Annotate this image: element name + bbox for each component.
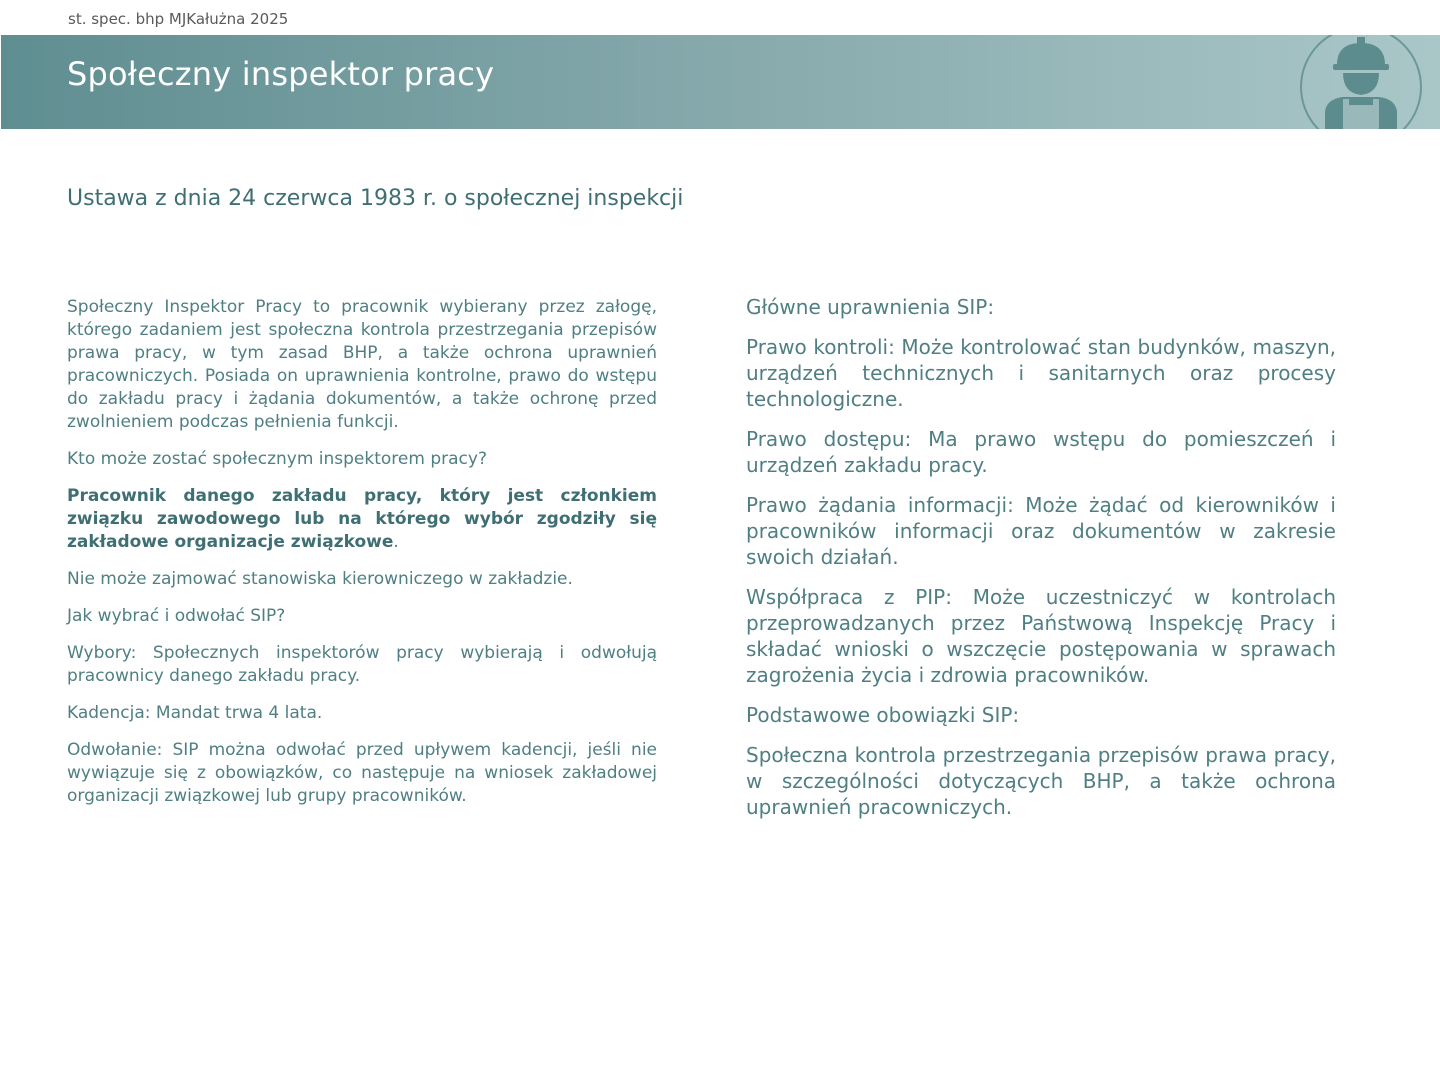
rights-heading: Główne uprawnienia SIP: bbox=[746, 295, 995, 319]
who-answer bbox=[67, 485, 657, 554]
duties-paragraph: Społeczna kontrola przestrzegania przepisów prawa pracy, w szczególności dotyczących BHP, a także ochrona uprawnień pracowniczych. bbox=[746, 743, 1336, 819]
access-right: Prawo dostępu: Ma prawo wstępu do pomieszczeń i urządzeń zakładu pracy. bbox=[746, 427, 1336, 477]
term-paragraph: Kadencja: Mandat trwa 4 lata. bbox=[67, 703, 323, 723]
restriction-paragraph: Nie może zajmować stanowiska kierowniczego w zakładzie. bbox=[67, 569, 573, 589]
control-right: Prawo kontroli: Może kontrolować stan budynków, maszyn, urządzeń technicznych i sanitarnych oraz procesy technologiczne. bbox=[746, 335, 1336, 411]
who-answer-end: . bbox=[393, 532, 399, 552]
header-banner bbox=[1, 35, 1440, 129]
cooperation-right: Współpraca z PIP: Może uczestniczyć w kontrolach przeprowadzanych przez Państwową Inspekcję Pracy i składać wnioski o wszczęcie postępowania w sprawach zagrożenia życia i zdrowia pracowników. bbox=[746, 585, 1336, 687]
who-question: Kto może zostać społecznym inspektorem pracy? bbox=[67, 449, 487, 469]
right-column bbox=[746, 294, 1336, 834]
information-right: Prawo żądania informacji: Może żądać od kierowników i pracowników informacji oraz dokumentów w zakresie swoich działań. bbox=[746, 493, 1336, 569]
footer-credit: st. spec. bhp MJKałużna 2025 bbox=[68, 10, 289, 28]
dismissal-paragraph: Odwołanie: SIP można odwołać przed upływem kadencji, jeśli nie wywiązuje się z obowiązków, co następuje na wniosek zakładowej organizacji związkowej lub grupy pracowników. bbox=[67, 740, 657, 806]
construction-worker-icon bbox=[1291, 35, 1431, 129]
election-question: Jak wybrać i odwołać SIP? bbox=[67, 606, 286, 626]
elections-paragraph: Wybory: Społecznych inspektorów pracy wybierają i odwołują pracownicy danego zakładu pracy. bbox=[67, 643, 657, 686]
duties-heading: Podstawowe obowiązki SIP: bbox=[746, 703, 1020, 727]
left-column bbox=[67, 296, 657, 822]
who-answer-bold: Pracownik danego zakładu pracy, który jest członkiem związku zawodowego lub na którego wybór zgodziły się zakładowe organizacje związkowe bbox=[67, 486, 657, 552]
page-title: Społeczny inspektor pracy bbox=[67, 55, 495, 93]
section-subtitle: Ustawa z dnia 24 czerwca 1983 r. o społecznej inspekcji bbox=[67, 186, 684, 211]
intro-paragraph: Społeczny Inspektor Pracy to pracownik wybierany przez załogę, którego zadaniem jest społeczna kontrola przestrzegania przepisów prawa pracy, w tym zasad BHP, a także ochrona uprawnień pracowniczych. Posiada on uprawnienia kontrolne, prawo do wstępu do zakładu pracy i żądania dokumentów, a także ochronę przed zwolnieniem podczas pełnienia funkcji. bbox=[67, 297, 657, 432]
